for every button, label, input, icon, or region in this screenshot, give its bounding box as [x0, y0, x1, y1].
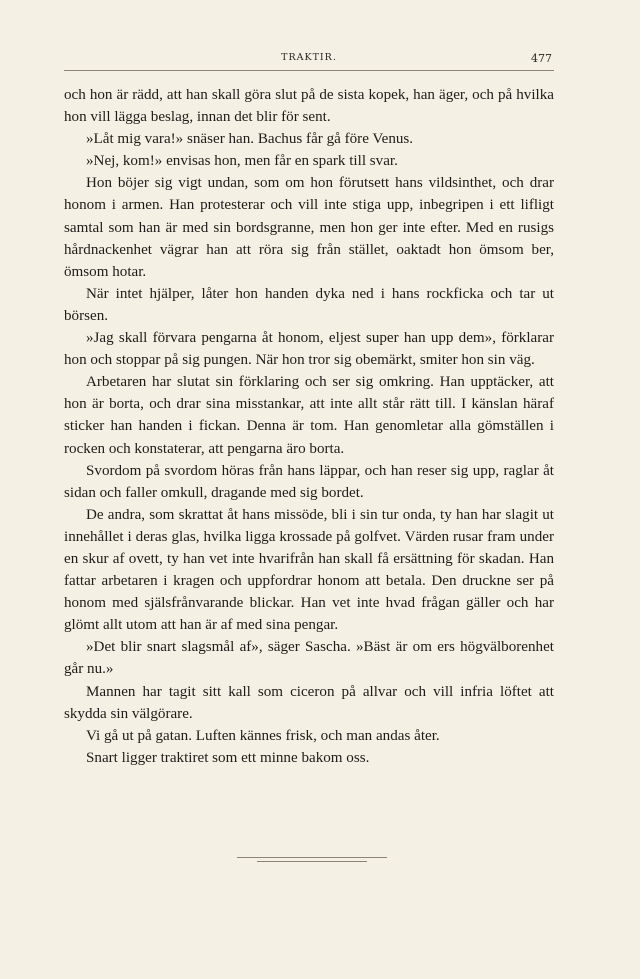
paragraph: Mannen har tagit sitt kall som ciceron på allvar och vill infria löftet att skydda sin välgörare. — [64, 683, 554, 722]
paragraph: »Jag skall förvara pengarna åt honom, eljest super han upp dem», förklarar hon och stoppar på sig pungen. När hon tror sig obemärkt, smiter hon sin väg. — [64, 330, 554, 369]
running-title: TRAKTIR. — [281, 52, 337, 63]
end-ornament — [237, 857, 387, 865]
paragraph: De andra, som skrattat åt hans missöde, bli i sin tur onda, ty han har slagit ut innehållet i deras glas, hvilka ligga krossade på golfvet. Värden rusar fram under en skur af ovett, ty han vet inte hvarifrån han skall få ersättning för skadan. Han fattar arbetaren i kragen och uppfordrar honom att betala. Den druckne ser på honom med själsfrånvarande blickar. Han vet inte hvad frågan gäller och har glömt allt utom att han är af med sina pengar. — [64, 506, 554, 634]
paragraph: »Nej, kom!» envisas hon, men får en spark till svar. — [86, 153, 398, 170]
paragraph: Snart ligger traktiret som ett minne bakom oss. — [86, 749, 370, 766]
ornament-rule — [237, 857, 387, 858]
body-text — [64, 84, 554, 769]
paragraph: Svordom på svordom höras från hans läppar, och han reser sig upp, raglar åt sidan och faller omkull, dragande med sig bordet. — [64, 462, 554, 501]
paragraph: Arbetaren har slutat sin förklaring och ser sig omkring. Han upptäcker, att hon är borta, och drar sina misstankar, att inte allt står rätt till. I känslan häraf sticker han handen i fickan. Denna är tom. Han genomletar alla gömställen i rocken och konstaterar, att pengarna äro borta. — [64, 374, 554, 457]
header-rule — [64, 70, 554, 71]
paragraph: Vi gå ut på gatan. Luften kännes frisk, och man andas åter. — [86, 727, 440, 744]
paragraph: När intet hjälper, låter hon handen dyka ned i hans rockficka och tar ut börsen. — [64, 285, 554, 324]
page-number: 477 — [531, 52, 552, 65]
running-head — [64, 52, 554, 66]
paragraph: Hon böjer sig vigt undan, som om hon förutsett hans vildsinthet, och drar honom i armen. Han protesterar och vill inte stiga upp, inbegripen i ett lifligt samtal som han är med sin bordsgranne, men hon ger inte efter. Med en rusigs hårdnackenhet vägrar han att röra sig från stället, oaktadt hon ömsom ber, ömsom hotar. — [64, 175, 554, 280]
paragraph: och hon är rädd, att han skall göra slut på de sista kopek, han äger, och på hvilka hon vill lägga beslag, innan det blir för sent. — [64, 87, 554, 126]
paragraph: »Låt mig vara!» snäser han. Bachus får gå före Venus. — [86, 131, 414, 148]
ornament-rule — [257, 861, 367, 862]
paragraph: »Det blir snart slagsmål af», säger Sascha. »Bäst är om ers högvälborenhet går nu.» — [64, 639, 554, 678]
